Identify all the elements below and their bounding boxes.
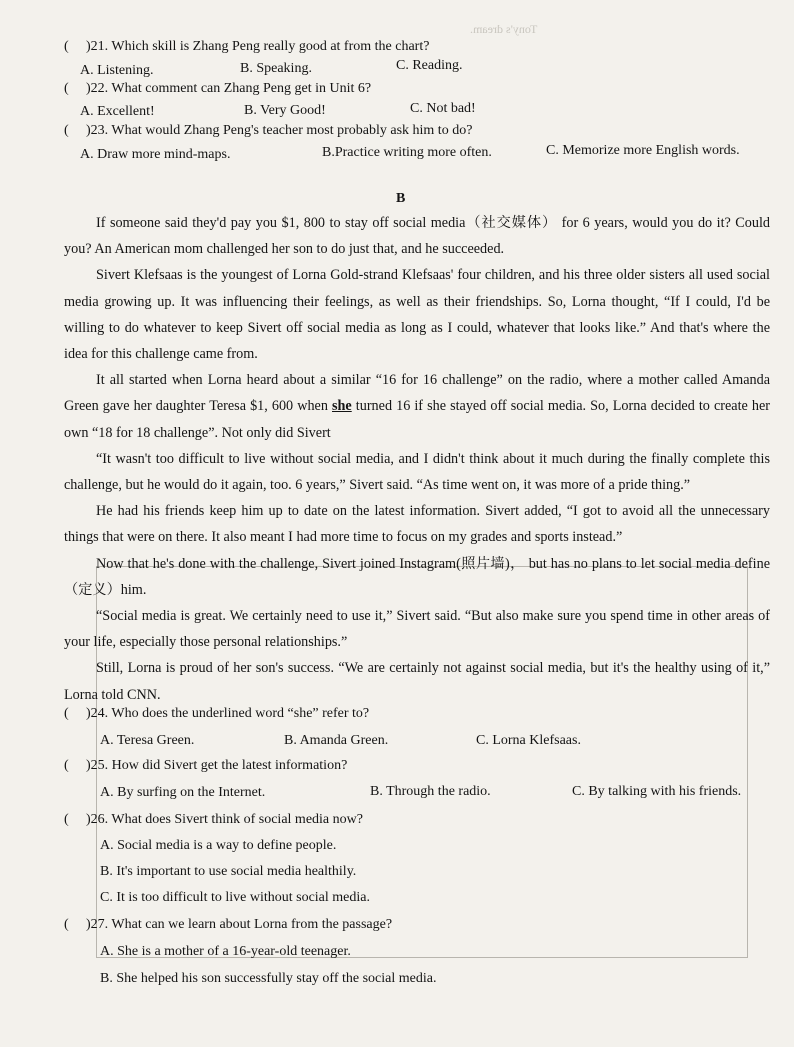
q22-option-a: A. Excellent! bbox=[80, 104, 155, 119]
passage-paragraph-6: Now that he's done with the challenge, Sivert joined Instagram(照片墙)， but has no plans to let social media define（定义）him. bbox=[64, 555, 770, 598]
reading-passage bbox=[64, 210, 770, 708]
question-22: ( )22. What comment can Zhang Peng get in Unit 6? bbox=[64, 81, 372, 96]
passage-paragraph-7: “Social media is great. We certainly need to use it,” Sivert said. “But also make sure you spend time in other areas of your life, especially those personal relationships.” bbox=[64, 608, 770, 651]
q21-option-b: B. Speaking. bbox=[240, 61, 312, 76]
question-23: ( )23. What would Zhang Peng's teacher most probably ask him to do? bbox=[64, 123, 473, 138]
q25-option-a: A. By surfing on the Internet. bbox=[100, 785, 266, 800]
passage-paragraph-2: Sivert Klefsaas is the youngest of Lorna Gold-strand Klefsaas' four children, and his three older sisters all used social media growing up. It was influencing their feelings, as well as their friendships. So, Lorna thought, “If I could, I'd be willing to do whatever to keep Sivert off social media as long as I could, whatever that looks like.” And that's where the idea for this challenge came from. bbox=[64, 267, 770, 363]
passage-paragraph-4: “It wasn't too difficult to live without social media, and I didn't think about it much during the finally complete this challenge, but he would do it again, too. 6 years,” Sivert said. “As time went on, it was more of a pride thing.” bbox=[64, 450, 770, 494]
q25-option-b: B. Through the radio. bbox=[370, 784, 491, 799]
passage-paragraph-5: He had his friends keep him up to date on the latest information. Sivert added, “I got to avoid all the unnecessary things that were on there. It also meant I had more time to focus on my grades and sports instead.” bbox=[64, 503, 770, 546]
q26-option-b: B. It's important to use social media healthily. bbox=[100, 864, 357, 879]
q22-option-b: B. Very Good! bbox=[244, 103, 326, 118]
q25-option-c: C. By talking with his friends. bbox=[572, 784, 742, 799]
question-26: ( )26. What does Sivert think of social media now? bbox=[64, 812, 363, 827]
q23-option-a: A. Draw more mind-maps. bbox=[80, 147, 231, 162]
q24-option-c: C. Lorna Klefsaas. bbox=[476, 733, 581, 748]
q26-option-a: A. Social media is a way to define people. bbox=[100, 838, 337, 853]
q26-option-c: C. It is too difficult to live without social media. bbox=[100, 890, 370, 905]
question-24: ( )24. Who does the underlined word “she” refer to? bbox=[64, 706, 370, 721]
section-title: B bbox=[396, 191, 406, 206]
question-27: ( )27. What can we learn about Lorna from the passage? bbox=[64, 917, 393, 932]
question-25: ( )25. How did Sivert get the latest information? bbox=[64, 758, 348, 773]
passage-paragraph-3: It all started when Lorna heard about a similar “16 for 16 challenge” on the radio, where a mother called Amanda Green gave her daughter Teresa $1, 600 when she turned 16 if she stayed off social media. So, Lorna decided to create her own “18 for 18 challenge”. Not only did Sivert bbox=[64, 372, 771, 441]
q23-option-b: B.Practice writing more often. bbox=[322, 145, 492, 160]
q23-option-c: C. Memorize more English words. bbox=[546, 143, 740, 158]
q21-option-c: C. Reading. bbox=[396, 58, 463, 73]
bleed-through-text: Tony's dream. bbox=[470, 22, 538, 36]
underlined-word: she bbox=[332, 398, 352, 415]
q27-option-b: B. She helped his son successfully stay off the social media. bbox=[100, 971, 437, 986]
q24-option-b: B. Amanda Green. bbox=[284, 733, 389, 748]
passage-paragraph-1: If someone said they'd pay you $1, 800 to stay off social media（社交媒体） for 6 years, would you do it? Could you? An American mom challenged her son to do just that, and he succeeded. bbox=[64, 215, 770, 258]
passage-paragraph-8: Still, Lorna is proud of her son's success. “We are certainly not against social media, but it's the healthy using of it,” Lorna told CNN. bbox=[64, 660, 770, 703]
question-21: ( )21. Which skill is Zhang Peng really good at from the chart? bbox=[64, 39, 430, 54]
q27-option-a: A. She is a mother of a 16-year-old teenager. bbox=[100, 944, 351, 959]
q21-option-a: A. Listening. bbox=[80, 63, 154, 78]
q24-option-a: A. Teresa Green. bbox=[100, 733, 195, 748]
q22-option-c: C. Not bad! bbox=[410, 101, 476, 116]
